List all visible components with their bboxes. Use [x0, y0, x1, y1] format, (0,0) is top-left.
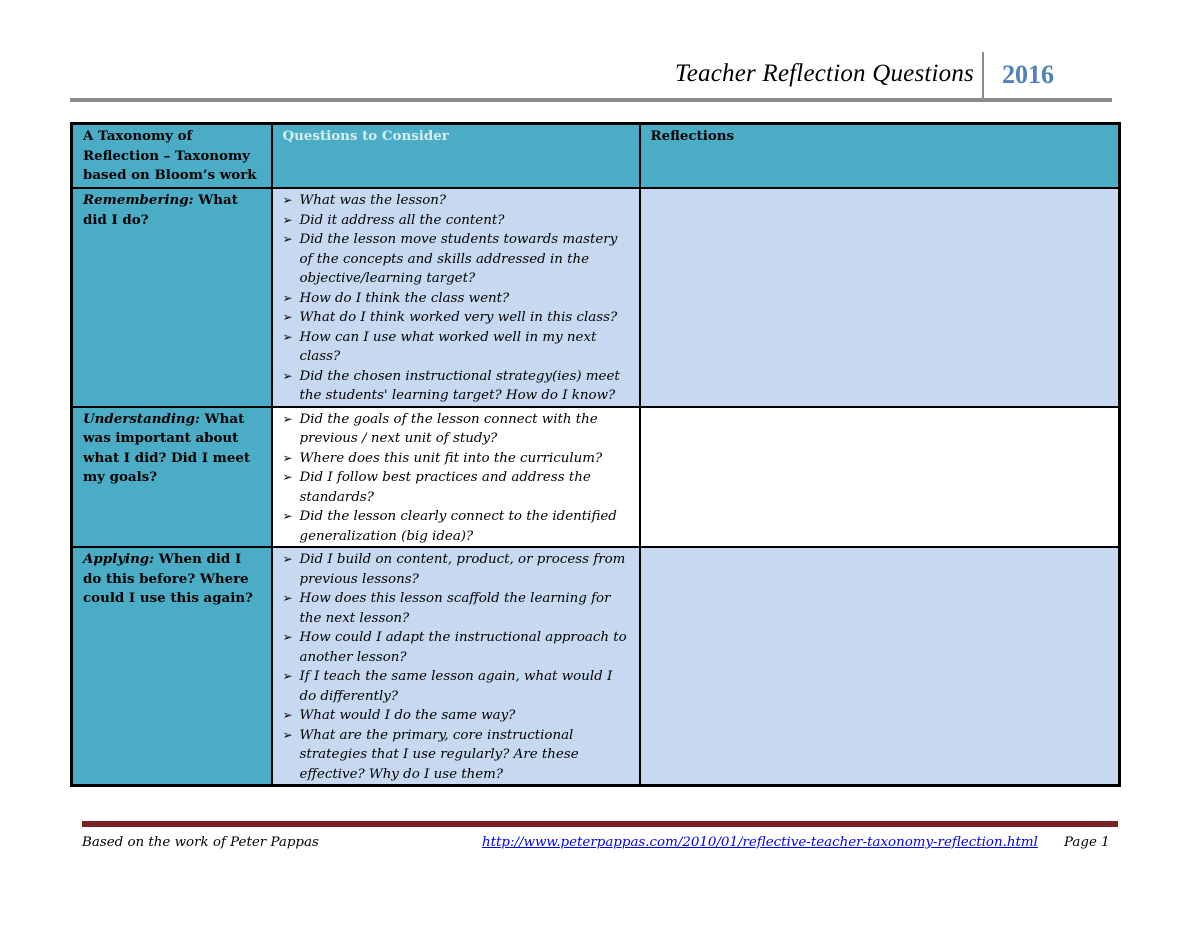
list-item: ➢ What was the lesson? [283, 191, 629, 211]
taxonomy-level-question: What did I do? [83, 192, 238, 228]
arrow-bullet-icon: ➢ [282, 591, 293, 605]
document-title: Teacher Reflection Questions [674, 60, 974, 87]
list-item: ➢ Where does this unit fit into the curriculum? [283, 449, 629, 469]
document-year: 2016 [1002, 60, 1054, 89]
arrow-bullet-icon: ➢ [282, 552, 293, 566]
column-header-questions: Questions to Consider [272, 124, 640, 189]
list-item: ➢ Did the lesson move students towards mastery of the concepts and skills addressed in the objective/learning target? [282, 232, 618, 286]
list-item: ➢ What are the primary, core instructional strategies that I use regularly? Are these effective? Why do I use them? [282, 727, 579, 782]
arrow-bullet-icon: ➢ [282, 630, 293, 644]
list-item: ➢ Did the chosen instructional strategy(ies) meet the students' learning target? How do I know? [282, 368, 620, 403]
arrow-bullet-icon: ➢ [282, 669, 293, 683]
footer-divider [82, 821, 1118, 827]
question-list [283, 410, 629, 547]
arrow-bullet-icon: ➢ [282, 212, 293, 227]
footer-attribution: Based on the work of Peter Pappas [82, 835, 319, 850]
table-row [72, 188, 1120, 407]
table-header-row [72, 124, 1120, 189]
arrow-bullet-icon: ➢ [282, 193, 293, 207]
reflection-cell[interactable] [640, 407, 1120, 548]
list-item: ➢ How could I adapt the instructional approach to another lesson? [282, 630, 627, 665]
list-item: ➢ Did I build on content, product, or process from previous lessons? [282, 552, 626, 587]
page-number: Page 1 [1064, 835, 1110, 850]
reflection-cell[interactable] [640, 547, 1120, 786]
table-row [72, 407, 1120, 548]
questions-cell [272, 188, 640, 407]
list-item: ➢ Did the lesson clearly connect to the identified generalization (big idea)? [282, 509, 617, 544]
arrow-bullet-icon: ➢ [282, 470, 293, 484]
taxonomy-level-question: What was important about what I did? Did I meet my goals? [83, 410, 251, 485]
header-divider [982, 52, 984, 98]
list-item: ➢ How does this lesson scaffold the learning for the next lesson? [282, 591, 611, 626]
arrow-bullet-icon: ➢ [282, 411, 293, 426]
list-item: ➢ Did it address all the content? [283, 211, 629, 231]
reflection-cell[interactable] [640, 188, 1120, 407]
arrow-bullet-icon: ➢ [282, 329, 293, 344]
arrow-bullet-icon: ➢ [282, 450, 293, 465]
list-item: ➢ How can I use what worked well in my next class? [282, 329, 597, 364]
list-item: ➢ Did I follow best practices and address the standards? [282, 470, 591, 505]
list-item: ➢ If I teach the same lesson again, what would I do differently? [282, 669, 613, 704]
column-header-reflections: Reflections [640, 124, 1120, 189]
reflection-table [70, 122, 1121, 787]
list-item: ➢ Did the goals of the lesson connect with the previous / next unit of study? [282, 411, 598, 446]
table-row [72, 547, 1120, 786]
arrow-bullet-icon: ➢ [282, 509, 293, 523]
arrow-bullet-icon: ➢ [282, 232, 293, 246]
question-list [283, 191, 629, 406]
taxonomy-level-cell [72, 188, 272, 407]
arrow-bullet-icon: ➢ [282, 290, 293, 305]
taxonomy-level-cell [72, 407, 272, 548]
column-header-taxonomy: A Taxonomy of Reflection – Taxonomy based on Bloom’s work [72, 124, 272, 189]
page-header [70, 56, 1112, 102]
arrow-bullet-icon: ➢ [282, 310, 293, 324]
list-item: ➢ What would I do the same way? [283, 706, 629, 726]
question-list [283, 550, 629, 784]
questions-cell [272, 407, 640, 548]
taxonomy-level-name: Understanding: [83, 410, 200, 427]
taxonomy-level-question: When did I do this before? Where could I use this again? [83, 551, 253, 606]
taxonomy-level-name: Remembering: [83, 192, 194, 208]
taxonomy-level-cell [72, 547, 272, 786]
list-item: ➢ How do I think the class went? [283, 289, 629, 309]
arrow-bullet-icon: ➢ [282, 727, 293, 742]
footer-source-link[interactable]: http://www.peterpappas.com/2010/01/reflective-teacher-taxonomy-reflection.html [482, 835, 1038, 850]
arrow-bullet-icon: ➢ [282, 708, 293, 722]
list-item: ➢ What do I think worked very well in this class? [283, 308, 629, 328]
arrow-bullet-icon: ➢ [282, 368, 293, 383]
questions-cell [272, 547, 640, 786]
taxonomy-level-name: Applying: [83, 551, 155, 567]
